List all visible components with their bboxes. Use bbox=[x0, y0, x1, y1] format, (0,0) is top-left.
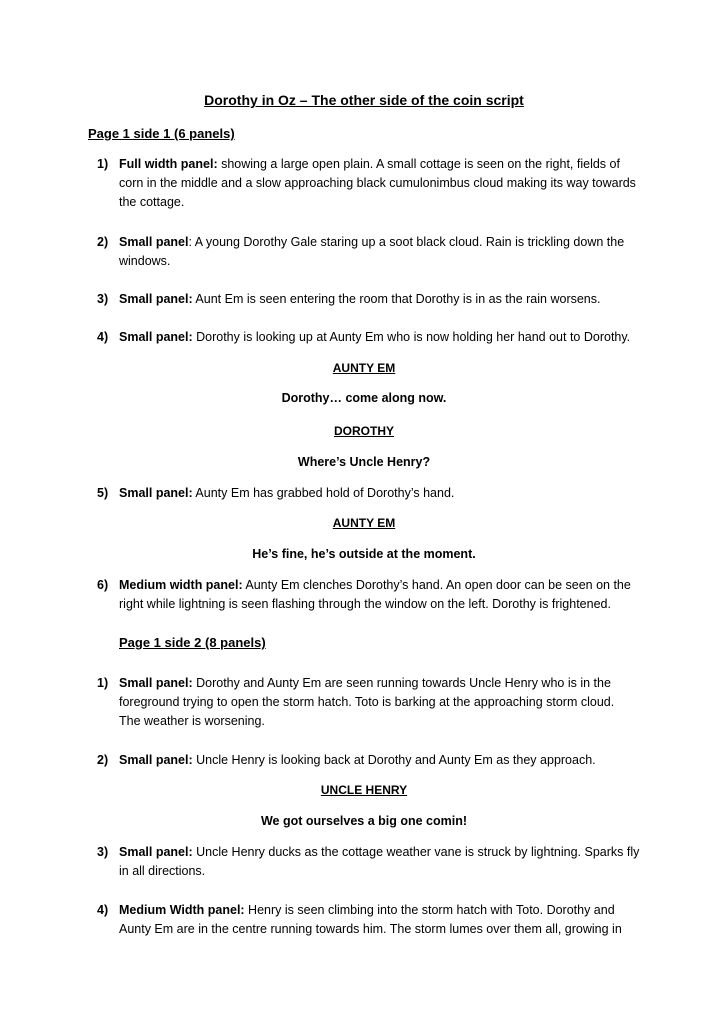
item-number: 1) bbox=[97, 676, 109, 690]
dialogue-line: Dorothy… come along now. bbox=[281, 391, 447, 405]
character-name: DOROTHY bbox=[334, 424, 394, 438]
item-number: 2) bbox=[97, 753, 109, 767]
character-name: AUNTY EM bbox=[332, 361, 396, 375]
section-heading-side2: Page 1 side 2 (8 panels) bbox=[119, 635, 266, 650]
dialogue-line: We got ourselves a big one comin! bbox=[260, 814, 468, 828]
dialogue-line: Where’s Uncle Henry? bbox=[297, 455, 431, 469]
panel-description: Aunty Em has grabbed hold of Dorothy’s hand. bbox=[192, 486, 455, 500]
panel-description: Dorothy is looking up at Aunty Em who is now holding her hand out to Dorothy. bbox=[192, 330, 631, 344]
panel-item bbox=[97, 843, 645, 881]
item-number: 4) bbox=[97, 330, 109, 344]
panel-label: Medium width panel: bbox=[119, 578, 243, 592]
panel-label: Small panel: bbox=[119, 845, 193, 859]
item-number: 5) bbox=[97, 486, 109, 500]
panel-item bbox=[97, 674, 632, 731]
item-number: 4) bbox=[97, 903, 109, 917]
panel-item bbox=[97, 290, 645, 309]
item-number: 6) bbox=[97, 578, 109, 592]
item-number: 3) bbox=[97, 292, 109, 306]
dialogue-line: He’s fine, he’s outside at the moment. bbox=[252, 547, 476, 561]
panel-label: Small panel: bbox=[119, 753, 193, 767]
panel-description: Uncle Henry is looking back at Dorothy and Aunty Em as they approach. bbox=[192, 753, 596, 767]
panel-description: Aunt Em is seen entering the room that Dorothy is in as the rain worsens. bbox=[192, 292, 601, 306]
panel-item bbox=[97, 155, 645, 212]
panel-description: Aunty Em clenches Dorothy’s hand. An open door can be seen on the right while lightning is seen flashing through the window on the left. Dorothy is frightened. bbox=[119, 578, 631, 611]
panel-item bbox=[97, 233, 632, 271]
panel-item bbox=[97, 576, 637, 614]
panel-label: Small panel: bbox=[119, 292, 193, 306]
character-name: UNCLE HENRY bbox=[320, 783, 408, 797]
panel-item bbox=[97, 484, 645, 503]
panel-description: Dorothy and Aunty Em are seen running towards Uncle Henry who is in the foreground trying to open the storm hatch. Toto is barking at the approaching storm cloud. The weather is worsening. bbox=[119, 676, 615, 728]
item-number: 1) bbox=[97, 157, 109, 171]
panel-label: Full width panel: bbox=[119, 157, 218, 171]
character-name: AUNTY EM bbox=[332, 516, 396, 530]
panel-item bbox=[97, 901, 632, 939]
document-title: Dorothy in Oz – The other side of the coin script bbox=[204, 92, 524, 108]
item-number: 2) bbox=[97, 235, 109, 249]
panel-label: Small panel: bbox=[119, 486, 193, 500]
panel-description: Uncle Henry ducks as the cottage weather vane is struck by lightning. Sparks fly in all directions. bbox=[119, 845, 640, 878]
panel-description: showing a large open plain. A small cottage is seen on the right, fields of corn in the middle and a slow approaching black cumulonimbus cloud making its way towards the cottage. bbox=[119, 157, 636, 209]
panel-label: Small panel: bbox=[119, 330, 193, 344]
section-heading-side1: Page 1 side 1 (6 panels) bbox=[88, 126, 235, 141]
panel-description: Henry is seen climbing into the storm hatch with Toto. Dorothy and Aunty Em are in the centre running towards him. The storm lumes over them all, growing in bbox=[119, 903, 622, 936]
panel-label: Small panel bbox=[119, 235, 189, 249]
panel-item bbox=[97, 751, 645, 770]
panel-description: : A young Dorothy Gale staring up a soot black cloud. Rain is trickling down the windows. bbox=[119, 235, 625, 268]
panel-item bbox=[97, 328, 667, 347]
panel-label: Small panel: bbox=[119, 676, 193, 690]
item-number: 3) bbox=[97, 845, 109, 859]
panel-label: Medium Width panel: bbox=[119, 903, 245, 917]
